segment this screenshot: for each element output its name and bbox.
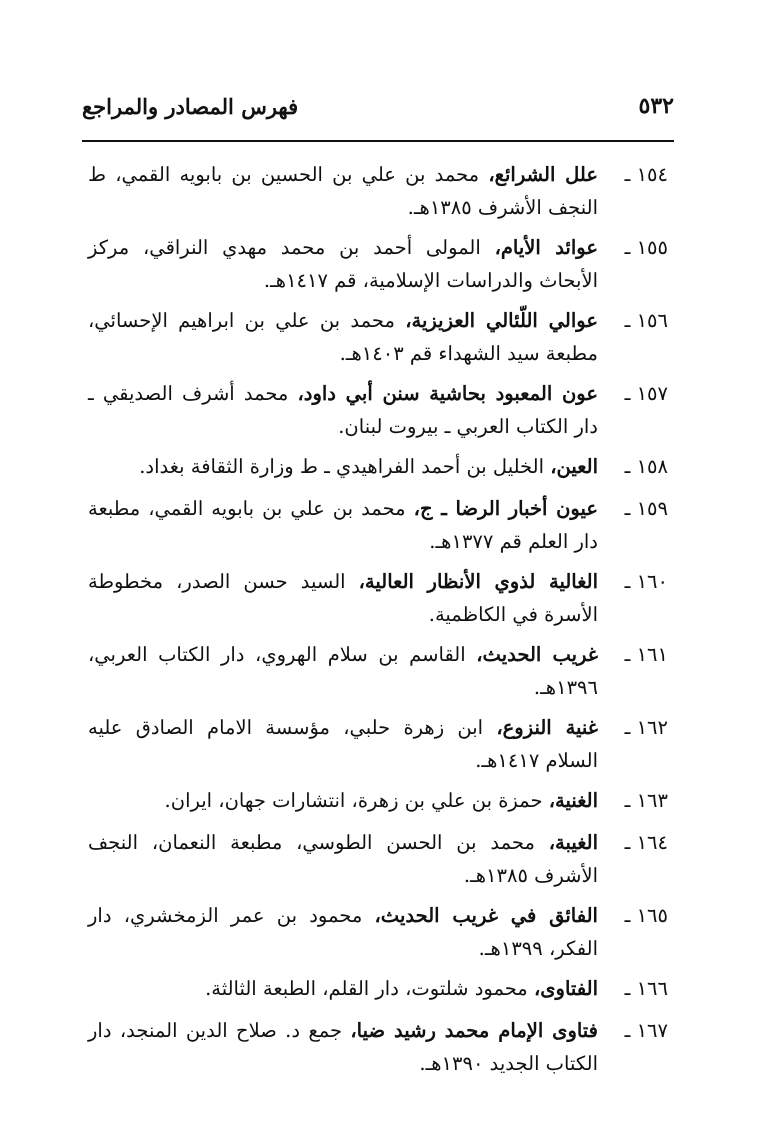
entry-details: الخليل بن أحمد الفراهيدي ـ ط وزارة الثقافة بغداد. [139, 455, 551, 478]
entry-body [88, 638, 598, 704]
header-rule [82, 140, 674, 142]
bibliography-entry [88, 377, 668, 443]
entry-title: الغيبة، [548, 831, 598, 854]
entry-details: محمد بن علي بن بابويه القمي، مطبعة دار العلم قم ١٣٧٧هـ. [88, 497, 598, 553]
entry-details: حمزة بن علي بن زهرة، انتشارات جهان، ايران. [164, 789, 549, 812]
entry-details: المولى أحمد بن محمد مهدي النراقي، مركز الأبحاث والدراسات الإسلامية، قم ١٤١٧هـ. [88, 236, 598, 292]
entry-body [88, 158, 598, 224]
entry-title: الغالية لذوي الأنظار العالية، [358, 570, 598, 593]
entry-details: القاسم بن سلام الهروي، دار الكتاب العربي، ١٣٩٦هـ. [88, 643, 598, 699]
entry-number: ١٥٦ ـ [624, 309, 668, 332]
entry-title: فتاوى الإمام محمد رشيد ضيا، [350, 1019, 599, 1042]
page-header [82, 86, 674, 126]
bibliography-entry [88, 972, 668, 1005]
entry-details: السيد حسن الصدر، مخطوطة الأسرة في الكاظمية. [88, 570, 598, 626]
bibliography-entry [88, 711, 668, 777]
entry-number: ١٦٣ ـ [624, 789, 668, 812]
entry-number: ١٦٢ ـ [624, 716, 668, 739]
entry-number: ١٦٠ ـ [624, 570, 668, 593]
entry-details: محمود شلتوت، دار القلم، الطبعة الثالثة. [205, 977, 534, 1000]
entry-details: محمد بن علي بن الحسين بن بابويه القمي، ط النجف الأشرف ١٣٨٥هـ. [88, 163, 598, 219]
entry-body [88, 826, 598, 892]
entry-number: ١٥٧ ـ [624, 382, 668, 405]
bibliography-entry [88, 1014, 668, 1080]
entry-body [88, 377, 598, 443]
entry-title: عوالي اللّئالي العزيزية، [405, 309, 598, 332]
page-number: ٥٣٢ [638, 93, 674, 119]
entry-body [88, 784, 598, 817]
entry-title: الفتاوى، [533, 977, 598, 1000]
entry-body [88, 304, 598, 370]
entry-details: محمد بن علي بن ابراهيم الإحسائي، مطبعة سيد الشهداء قم ١٤٠٣هـ. [88, 309, 598, 365]
bibliography-entry [88, 826, 668, 892]
bibliography-entry [88, 784, 668, 817]
entry-number: ١٦٤ ـ [624, 831, 668, 854]
entry-body [88, 711, 598, 777]
bibliography-entry [88, 638, 668, 704]
entry-body [88, 492, 598, 558]
bibliography-entry [88, 304, 668, 370]
entry-body [88, 450, 598, 483]
entry-title: عون المعبود بحاشية سنن أبي داود، [297, 382, 598, 405]
entry-number: ١٥٩ ـ [624, 497, 668, 520]
entry-title: الفائق في غريب الحديث، [374, 904, 598, 927]
entry-number: ١٦٧ ـ [624, 1019, 668, 1042]
entry-body [88, 565, 598, 631]
entry-number: ١٥٥ ـ [624, 236, 668, 259]
bibliography-entry [88, 450, 668, 483]
entry-body [88, 899, 598, 965]
entry-title: عيون أخبار الرضا ـ ج، [413, 497, 598, 520]
entry-number: ١٦١ ـ [624, 643, 668, 666]
bibliography-entry [88, 492, 668, 558]
entry-details: محمد بن الحسن الطوسي، مطبعة النعمان، النجف الأشرف ١٣٨٥هـ. [88, 831, 598, 887]
entry-title: غنية النزوع، [496, 716, 599, 739]
entry-body [88, 1014, 598, 1080]
bibliography-list [88, 158, 668, 1087]
entry-details: ابن زهرة حلبي، مؤسسة الامام الصادق عليه السلام ١٤١٧هـ. [88, 716, 598, 772]
running-title: فهرس المصادر والمراجع [82, 93, 299, 119]
entry-number: ١٦٦ ـ [624, 977, 668, 1000]
entry-title: عوائد الأيام، [494, 236, 598, 259]
entry-title: العين، [550, 455, 598, 478]
entry-title: غريب الحديث، [476, 643, 598, 666]
bibliography-entry [88, 231, 668, 297]
bibliography-entry [88, 565, 668, 631]
bibliography-entry [88, 899, 668, 965]
entry-number: ١٦٥ ـ [624, 904, 668, 927]
bibliography-entry [88, 158, 668, 224]
entry-number: ١٥٤ ـ [624, 163, 668, 186]
entry-title: الغنية، [548, 789, 598, 812]
entry-title: علل الشرائع، [488, 163, 598, 186]
entry-details: محمود بن عمر الزمخشري، دار الفكر، ١٣٩٩هـ. [88, 904, 598, 960]
entry-body [88, 231, 598, 297]
entry-number: ١٥٨ ـ [624, 455, 668, 478]
entry-details: محمد أشرف الصديقي ـ دار الكتاب العربي ـ بيروت لبنان. [88, 382, 598, 438]
entry-details: جمع د. صلاح الدين المنجد، دار الكتاب الجديد ١٣٩٠هـ. [88, 1019, 598, 1075]
entry-body [88, 972, 598, 1005]
